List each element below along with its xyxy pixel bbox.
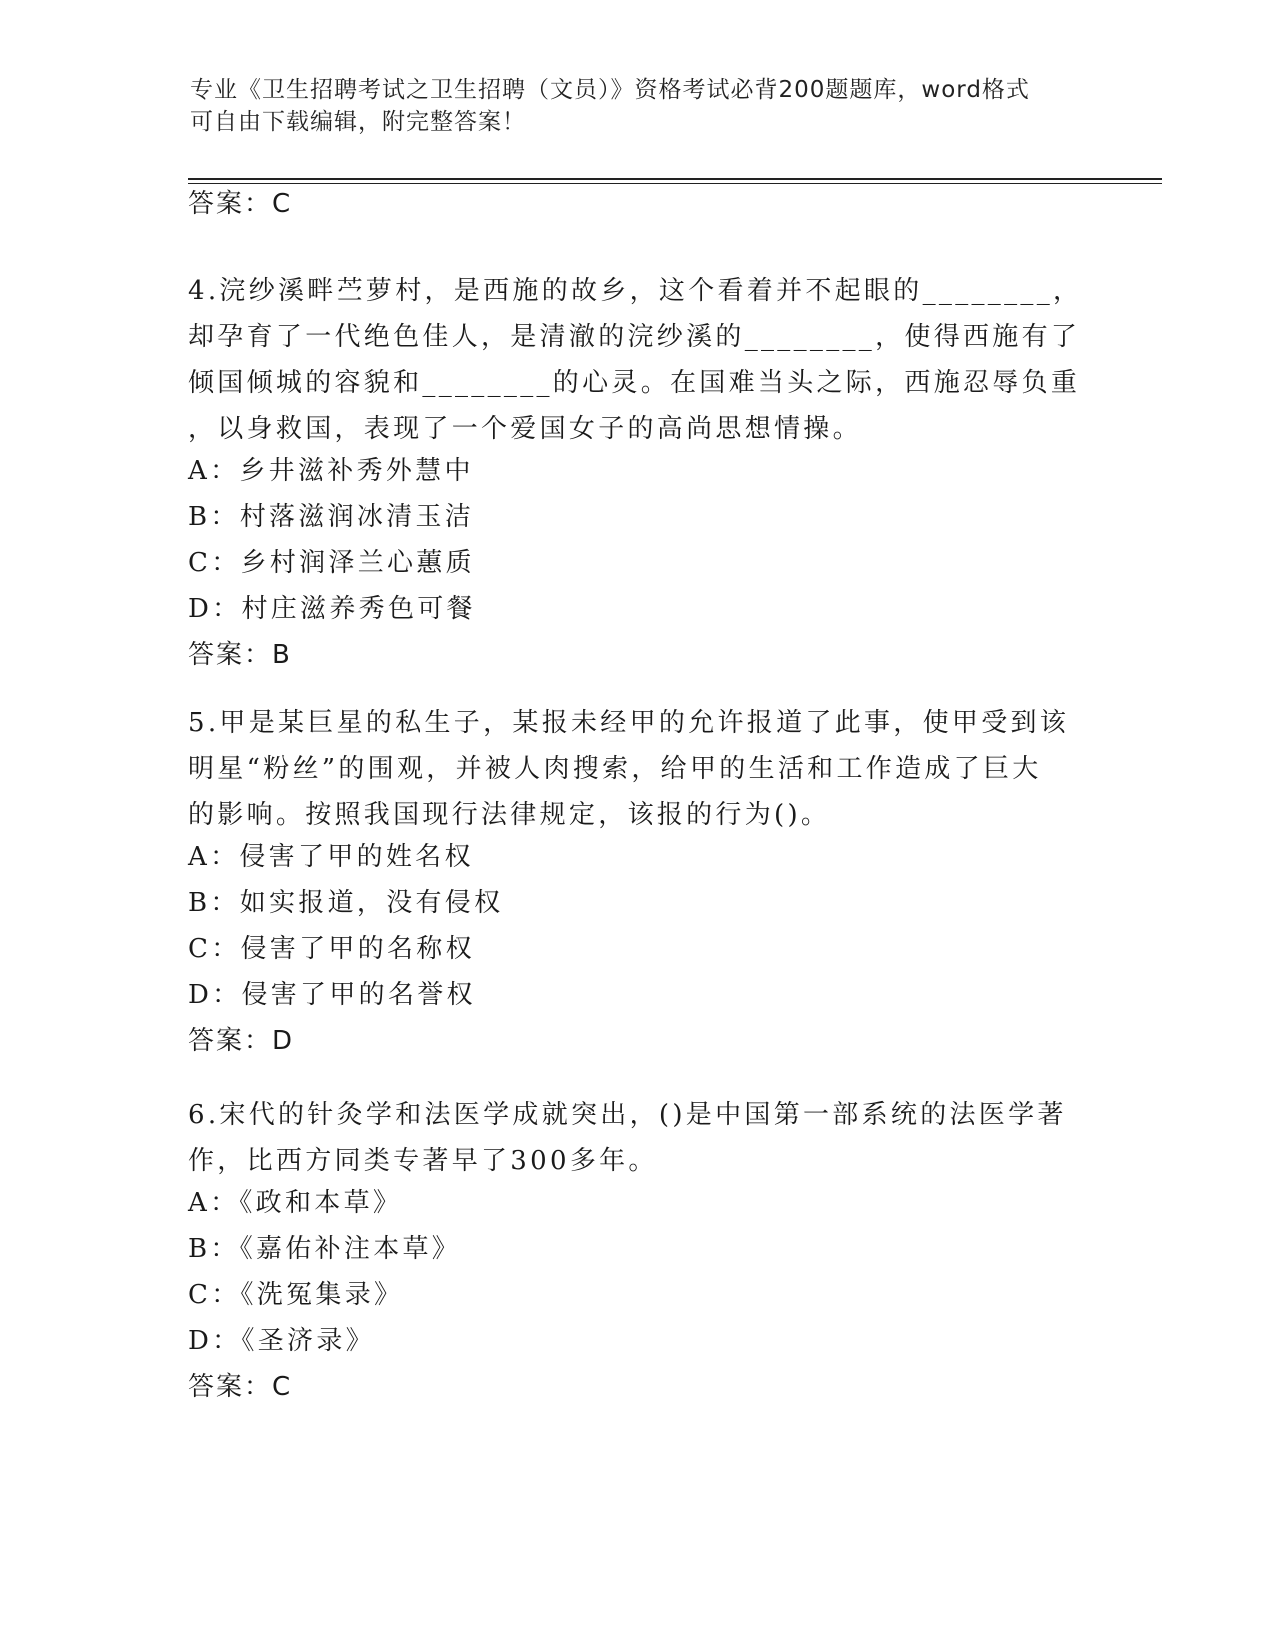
question-stem-line: 却孕育了一代绝色佳人，是清澈的浣纱溪的________，使得西施有了 bbox=[188, 322, 1081, 352]
option-d: D：《圣济录》 bbox=[188, 1326, 375, 1356]
question-6 bbox=[188, 1092, 1088, 1410]
document-header bbox=[190, 74, 1070, 138]
question-stem-line: 4.浣纱溪畔苎萝村，是西施的故乡，这个看着并不起眼的________， bbox=[188, 276, 1083, 306]
option-a: A：《政和本草》 bbox=[188, 1188, 403, 1218]
option-b: B：《嘉佑补注本草》 bbox=[188, 1234, 462, 1264]
header-line-1: 专业《卫生招聘考试之卫生招聘（文员）》资格考试必背200题题库，word格式 bbox=[190, 77, 1030, 103]
option-a: A：侵害了甲的姓名权 bbox=[188, 842, 474, 872]
option-b: B：如实报道，没有侵权 bbox=[188, 888, 504, 918]
answer: 答案：D bbox=[188, 1026, 295, 1056]
option-c: C：《洗冤集录》 bbox=[188, 1280, 404, 1310]
option-c: C：乡村润泽兰心蕙质 bbox=[188, 548, 475, 578]
question-5 bbox=[188, 700, 1088, 1064]
header-rule-thick bbox=[188, 178, 1162, 180]
question-stem-line: 5.甲是某巨星的私生子，某报未经甲的允许报道了此事，使甲受到该 bbox=[188, 708, 1070, 738]
option-b: B：村落滋润冰清玉洁 bbox=[188, 502, 475, 532]
question-stem-line: ，以身救国，表现了一个爱国女子的高尚思想情操。 bbox=[188, 414, 862, 444]
question-stem-line: 6.宋代的针灸学和法医学成就突出，()是中国第一部系统的法医学著 bbox=[188, 1100, 1067, 1130]
question-stem-line: 倾国倾城的容貌和________的心灵。在国难当头之际，西施忍辱负重 bbox=[188, 368, 1081, 398]
answer-previous: 答案：C bbox=[188, 189, 293, 219]
question-4 bbox=[188, 268, 1088, 678]
question-stem-line: 明星“粉丝”的围观，并被人肉搜索，给甲的生活和工作造成了巨大 bbox=[188, 754, 1042, 784]
answer: 答案：C bbox=[188, 1372, 293, 1402]
option-d: D：村庄滋养秀色可餐 bbox=[188, 594, 476, 624]
option-d: D：侵害了甲的名誉权 bbox=[188, 980, 476, 1010]
option-c: C：侵害了甲的名称权 bbox=[188, 934, 475, 964]
answer: 答案：B bbox=[188, 640, 292, 670]
option-a: A：乡井滋补秀外慧中 bbox=[188, 456, 474, 486]
header-line-2: 可自由下载编辑，附完整答案！ bbox=[190, 109, 526, 135]
question-stem-line: 的影响。按照我国现行法律规定，该报的行为()。 bbox=[188, 800, 831, 830]
question-stem-line: 作，比西方同类专著早了300多年。 bbox=[188, 1146, 658, 1176]
